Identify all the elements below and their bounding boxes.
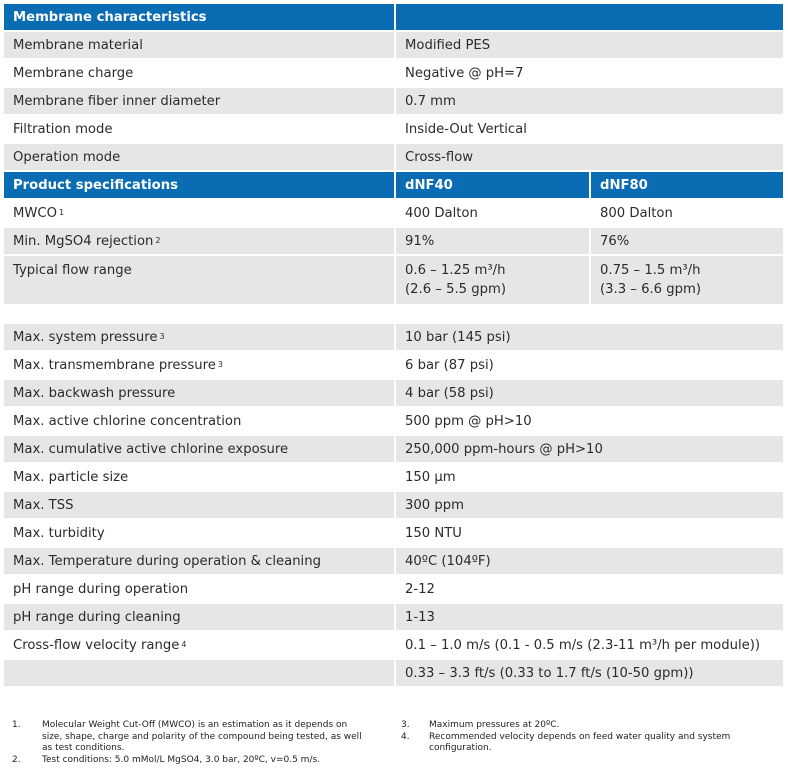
row-label (4, 548, 394, 574)
footnote-1 (12, 720, 370, 755)
limits-section (4, 324, 783, 688)
row-value: 4 bar (58 psi) (394, 380, 783, 406)
table-row (4, 116, 783, 144)
row-label: Membrane charge (13, 65, 134, 81)
row-label: Filtration mode (13, 121, 113, 137)
characteristics-header-empty (394, 4, 783, 30)
row-label (4, 408, 394, 434)
row-label (4, 380, 394, 406)
row-label: Max. transmembrane pressure 3 (13, 357, 223, 373)
footnote-number: 3. (401, 720, 410, 730)
row-label: Max. system pressure 3 (13, 329, 165, 345)
table-row (4, 548, 783, 576)
row-label: Cross-flow velocity range 4 (13, 637, 187, 653)
table-row (4, 88, 783, 116)
footnotes-left (12, 720, 370, 766)
row-label-text: pH range during cleaning (13, 609, 181, 625)
spec-table (4, 4, 783, 688)
row-value: 0.33 – 3.3 ft/s (0.33 to 1.7 ft/s (10-50 gpm)) (394, 660, 783, 686)
row-label (4, 604, 394, 630)
row-label (4, 660, 394, 686)
characteristics-header-row (4, 4, 783, 32)
row-value: 150 µm (394, 464, 783, 490)
table-row (4, 604, 783, 632)
row-label-text: Max. active chlorine concentration (13, 413, 242, 429)
footnote-text: Maximum pressures at 20ºC. (429, 720, 560, 730)
row-value: 0.7 mm (394, 88, 783, 114)
table-row (4, 256, 783, 306)
specs-header: Product specifications (13, 177, 178, 193)
row-label-text: pH range during operation (13, 581, 189, 597)
footnotes-right (401, 720, 731, 755)
col-dnf40-header: dNF40 (394, 172, 589, 198)
row-label (4, 436, 394, 462)
row-label: Operation mode (13, 149, 121, 165)
row-value-dnf40 (394, 256, 589, 304)
row-value: 10 bar (145 psi) (394, 324, 783, 350)
footnote-number: 2. (12, 754, 21, 765)
row-label-text: Max. transmembrane pressure (13, 357, 216, 373)
row-label-text: Max. cumulative active chlorine exposure (13, 441, 289, 457)
row-value: Inside-Out Vertical (394, 116, 783, 142)
row-value: 500 ppm @ pH>10 (394, 408, 783, 434)
table-row (4, 32, 783, 60)
row-value: 1-13 (394, 604, 783, 630)
table-row (4, 408, 783, 436)
row-value: Modified PES (394, 32, 783, 58)
row-label-text: Max. system pressure (13, 329, 158, 345)
footnote-4 (401, 732, 731, 755)
footnote-text: Recommended velocity depends on feed water quality and system configuration. (429, 731, 731, 753)
specs-header-row (4, 172, 783, 200)
flow-dnf40-metric: 0.6 – 1.25 m³/h (405, 263, 506, 278)
table-row (4, 324, 783, 352)
footnote-3 (401, 720, 731, 732)
rejection-label: Min. MgSO4 rejection (13, 233, 154, 249)
footnote-number: 4. (401, 731, 410, 742)
row-label-text: Max. particle size (13, 469, 129, 485)
row-label-text: Max. backwash pressure (13, 385, 176, 401)
row-label: Membrane material (13, 37, 143, 53)
row-value-dnf80: 76% (589, 228, 783, 254)
characteristics-header: Membrane characteristics (13, 9, 207, 25)
table-row (4, 380, 783, 408)
row-value: Negative @ pH=7 (394, 60, 783, 86)
row-value-dnf40: 91% (394, 228, 589, 254)
row-value: Cross-flow (394, 144, 783, 170)
table-row (4, 520, 783, 548)
flow-dnf80-metric: 0.75 – 1.5 m³/h (600, 263, 701, 278)
row-value: 250,000 ppm-hours @ pH>10 (394, 436, 783, 462)
table-row (4, 492, 783, 520)
table-row (4, 576, 783, 604)
footnote-number: 1. (12, 720, 21, 730)
row-label: MWCO 1 (13, 205, 65, 221)
row-value-dnf80 (589, 256, 783, 304)
table-row (4, 144, 783, 172)
flow-dnf40-imperial: (2.6 – 5.5 gpm) (405, 282, 506, 297)
section-gap (4, 306, 783, 324)
footnote-text: Test conditions: 5.0 mMol/L MgSO4, 3.0 bar, 20ºC, v=0.5 m/s. (42, 754, 321, 765)
row-label (4, 464, 394, 490)
row-label-text: Max. turbidity (13, 525, 105, 541)
row-value: 40ºC (104ºF) (394, 548, 783, 574)
mwco-label: MWCO (13, 205, 58, 221)
row-label-text: Cross-flow velocity range (13, 637, 180, 653)
table-row (4, 660, 783, 688)
row-label-text: Max. TSS (13, 497, 74, 513)
table-row (4, 436, 783, 464)
row-label-text: Max. Temperature during operation & cleaning (13, 553, 321, 569)
row-value: 300 ppm (394, 492, 783, 518)
table-row (4, 200, 783, 228)
col-dnf80-header: dNF80 (589, 172, 783, 198)
row-value: 150 NTU (394, 520, 783, 546)
row-value: 0.1 – 1.0 m/s (0.1 - 0.5 m/s (2.3-11 m³/h per module)) (394, 632, 783, 658)
row-label: Min. MgSO4 rejection 2 (13, 233, 161, 249)
flow-dnf80-imperial: (3.3 – 6.6 gpm) (600, 282, 701, 297)
row-label (4, 492, 394, 518)
row-value-dnf40: 400 Dalton (394, 200, 589, 226)
table-row (4, 632, 783, 660)
table-row (4, 352, 783, 380)
row-label (4, 520, 394, 546)
row-value: 6 bar (87 psi) (394, 352, 783, 378)
table-row (4, 228, 783, 256)
footnote-2 (12, 755, 370, 767)
table-row (4, 60, 783, 88)
row-label (4, 576, 394, 602)
row-label: Typical flow range (13, 263, 132, 278)
row-value-dnf80: 800 Dalton (589, 200, 783, 226)
row-value: 2-12 (394, 576, 783, 602)
footnote-text: Molecular Weight Cut-Off (MWCO) is an estimation as it depends on size, shape, charge and polarity of the compound being tested, as well as test conditions. (42, 720, 362, 753)
row-label: Membrane fiber inner diameter (13, 93, 221, 109)
table-row (4, 464, 783, 492)
